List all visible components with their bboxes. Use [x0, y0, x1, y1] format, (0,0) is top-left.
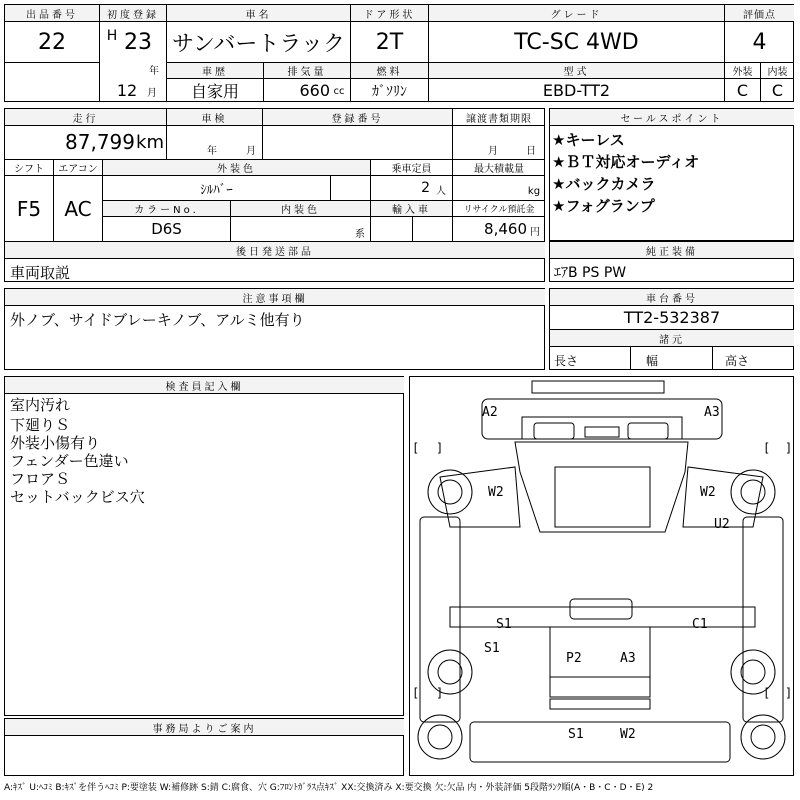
car-name-label: 車名 — [167, 5, 350, 21]
displacement: 660 — [299, 81, 330, 100]
transfer-label: 譲渡書類期限 — [466, 113, 532, 125]
first-reg-label: 初度登録 — [100, 5, 166, 21]
selling-point-4: ★フォグランプ — [552, 197, 655, 215]
plate-label: 登録番号 — [263, 109, 452, 125]
inspection-year-unit: 年 — [207, 145, 217, 156]
mark-side-right: C1 — [692, 617, 708, 632]
svg-text:]: ] — [436, 686, 444, 700]
interior-label: 内装 — [767, 67, 788, 78]
load-label: 最大積載量 — [474, 164, 524, 175]
int-color-unit: 系 — [355, 228, 365, 239]
inspector-note-5: フロアＳ — [10, 470, 71, 488]
mark-front-right: A3 — [704, 405, 720, 420]
selling-points-label: セールスポイント — [550, 109, 794, 125]
color-no: D6S — [151, 220, 182, 238]
displacement-unit: cc — [333, 85, 345, 97]
notes: 外ノブ、サイドブレーキノブ、アルミ他有り — [10, 311, 305, 329]
interior-score: C — [771, 81, 784, 100]
shift: F5 — [16, 196, 42, 221]
grade: TC-SC 4WD — [514, 29, 639, 55]
specs-label: 諸元 — [550, 330, 794, 346]
notes-label: 注意事項欄 — [5, 289, 545, 305]
selling-point-3: ★バックカメラ — [552, 175, 656, 193]
month-unit: 月 — [147, 87, 157, 98]
capacity: 2 — [421, 180, 430, 196]
mark-right-u2: U2 — [714, 517, 730, 532]
mark-wheel-left: W2 — [488, 485, 504, 500]
recycle-unit: 円 — [530, 226, 540, 237]
exterior-score: C — [736, 81, 749, 100]
mark-front-left: A2 — [482, 405, 498, 420]
era: H — [106, 28, 118, 44]
displacement-label: 排気量 — [264, 63, 350, 78]
reg-year: 23 — [124, 29, 152, 55]
color-no-label: カラーNo. — [103, 201, 230, 216]
year-unit: 年 — [149, 65, 159, 76]
width-label: 幅 — [646, 354, 659, 368]
ac-label: エアコン — [58, 164, 98, 175]
inspector-note-3: 外装小傷有り — [10, 434, 101, 452]
mark-side-left: S1 — [496, 617, 512, 632]
legend-footer: A:ｷｽﾞ U:ﾍｺﾐ B:ｷｽﾞを伴うﾍｺﾐ P:要塗装 W:補修跡 S:錆 C:腐食、穴 G:ﾌﾛﾝﾄｶﾞﾗｽ点ｷｽﾞ XX:交換済み X:要交換 欠:欠品 内・外装評価 5段階ﾗﾝｸ順(A・B・C・D・E) 2 — [4, 783, 654, 793]
grade-label: グレード — [429, 5, 724, 21]
inspector-note-1: 室内汚れ — [10, 396, 71, 414]
ext-color: ｼﾙﾊﾞｰ — [200, 182, 233, 198]
transfer-day-unit: 日 — [526, 145, 536, 156]
inspection-label: 車検 — [167, 109, 262, 125]
inspection-month-unit: 月 — [246, 145, 256, 156]
damage-diagram — [409, 376, 794, 776]
inspector-label: 検査員記入欄 — [5, 377, 404, 393]
later-parts-label: 後日発送部品 — [5, 242, 545, 258]
mileage: 87,799 — [65, 130, 135, 154]
equipment: ｴｱB PS PW — [554, 265, 627, 281]
later-parts: 車両取説 — [10, 264, 71, 282]
fuel-label: 燃料 — [351, 63, 428, 78]
svg-text:[: [ — [763, 686, 771, 700]
ac: AC — [64, 196, 92, 221]
door-type: 2T — [375, 29, 404, 55]
recycle-label: リサイクル預託金 — [463, 205, 535, 215]
capacity-unit: 人 — [436, 185, 446, 196]
lot-no-label: 出品番号 — [5, 5, 99, 21]
svg-text:]: ] — [436, 441, 444, 455]
load-unit: kg — [527, 185, 541, 197]
office-label: 事務局よりご案内 — [5, 719, 404, 735]
svg-text:]: ] — [785, 441, 793, 455]
truck-outline — [410, 377, 793, 775]
selling-point-1: ★キーレス — [552, 131, 625, 149]
chassis-number: TT2-532387 — [623, 308, 721, 327]
mileage-label: 走行 — [5, 109, 166, 125]
length-label: 長さ — [554, 354, 579, 368]
int-color-label: 内装色 — [231, 201, 370, 216]
inspector-note-6: セットバックビス穴 — [10, 488, 145, 506]
inspector-note-4: フェンダー色違い — [10, 452, 129, 470]
transfer-month-unit: 月 — [488, 145, 498, 156]
ext-color-label: 外装色 — [103, 160, 370, 175]
capacity-label: 乗車定員 — [391, 164, 432, 175]
svg-text:[: [ — [763, 441, 771, 455]
history: 自家用 — [190, 82, 239, 101]
model-label: 型式 — [429, 63, 724, 78]
mark-rear-w2: W2 — [620, 727, 636, 742]
mileage-unit: km — [136, 131, 164, 153]
svg-text:[: [ — [412, 441, 420, 455]
import-label: 輸入車 — [371, 201, 452, 216]
height-label: 高さ — [725, 354, 750, 368]
door-label: ドア形状 — [351, 5, 428, 21]
history-label: 車歴 — [167, 63, 263, 78]
mark-left-rear: S1 — [484, 641, 500, 656]
reg-month: 12 — [116, 80, 138, 100]
car-name: サンバートラック — [172, 31, 345, 57]
mark-bed-p2: P2 — [566, 651, 582, 666]
lot-no: 22 — [38, 29, 66, 55]
recycle: 8,460 — [484, 220, 527, 238]
score: 4 — [752, 29, 767, 55]
inspector-note-2: 下廻りＳ — [10, 416, 71, 434]
equipment-label: 純正装備 — [550, 242, 794, 258]
mark-wheel-right: W2 — [700, 485, 716, 500]
fuel: ｶﾞｿﾘﾝ — [372, 83, 407, 100]
mark-rear-s1: S1 — [568, 727, 584, 742]
model: EBD-TT2 — [542, 81, 611, 100]
exterior-label: 外装 — [732, 67, 753, 78]
score-label: 評価点 — [725, 5, 794, 21]
svg-text:[: [ — [412, 686, 420, 700]
mark-bed-a3: A3 — [620, 651, 636, 666]
selling-point-2: ★ＢＴ対応オーディオ — [552, 153, 700, 171]
chassis-label: 車台番号 — [550, 289, 794, 305]
shift-label: シフト — [14, 164, 44, 175]
svg-text:]: ] — [785, 686, 793, 700]
